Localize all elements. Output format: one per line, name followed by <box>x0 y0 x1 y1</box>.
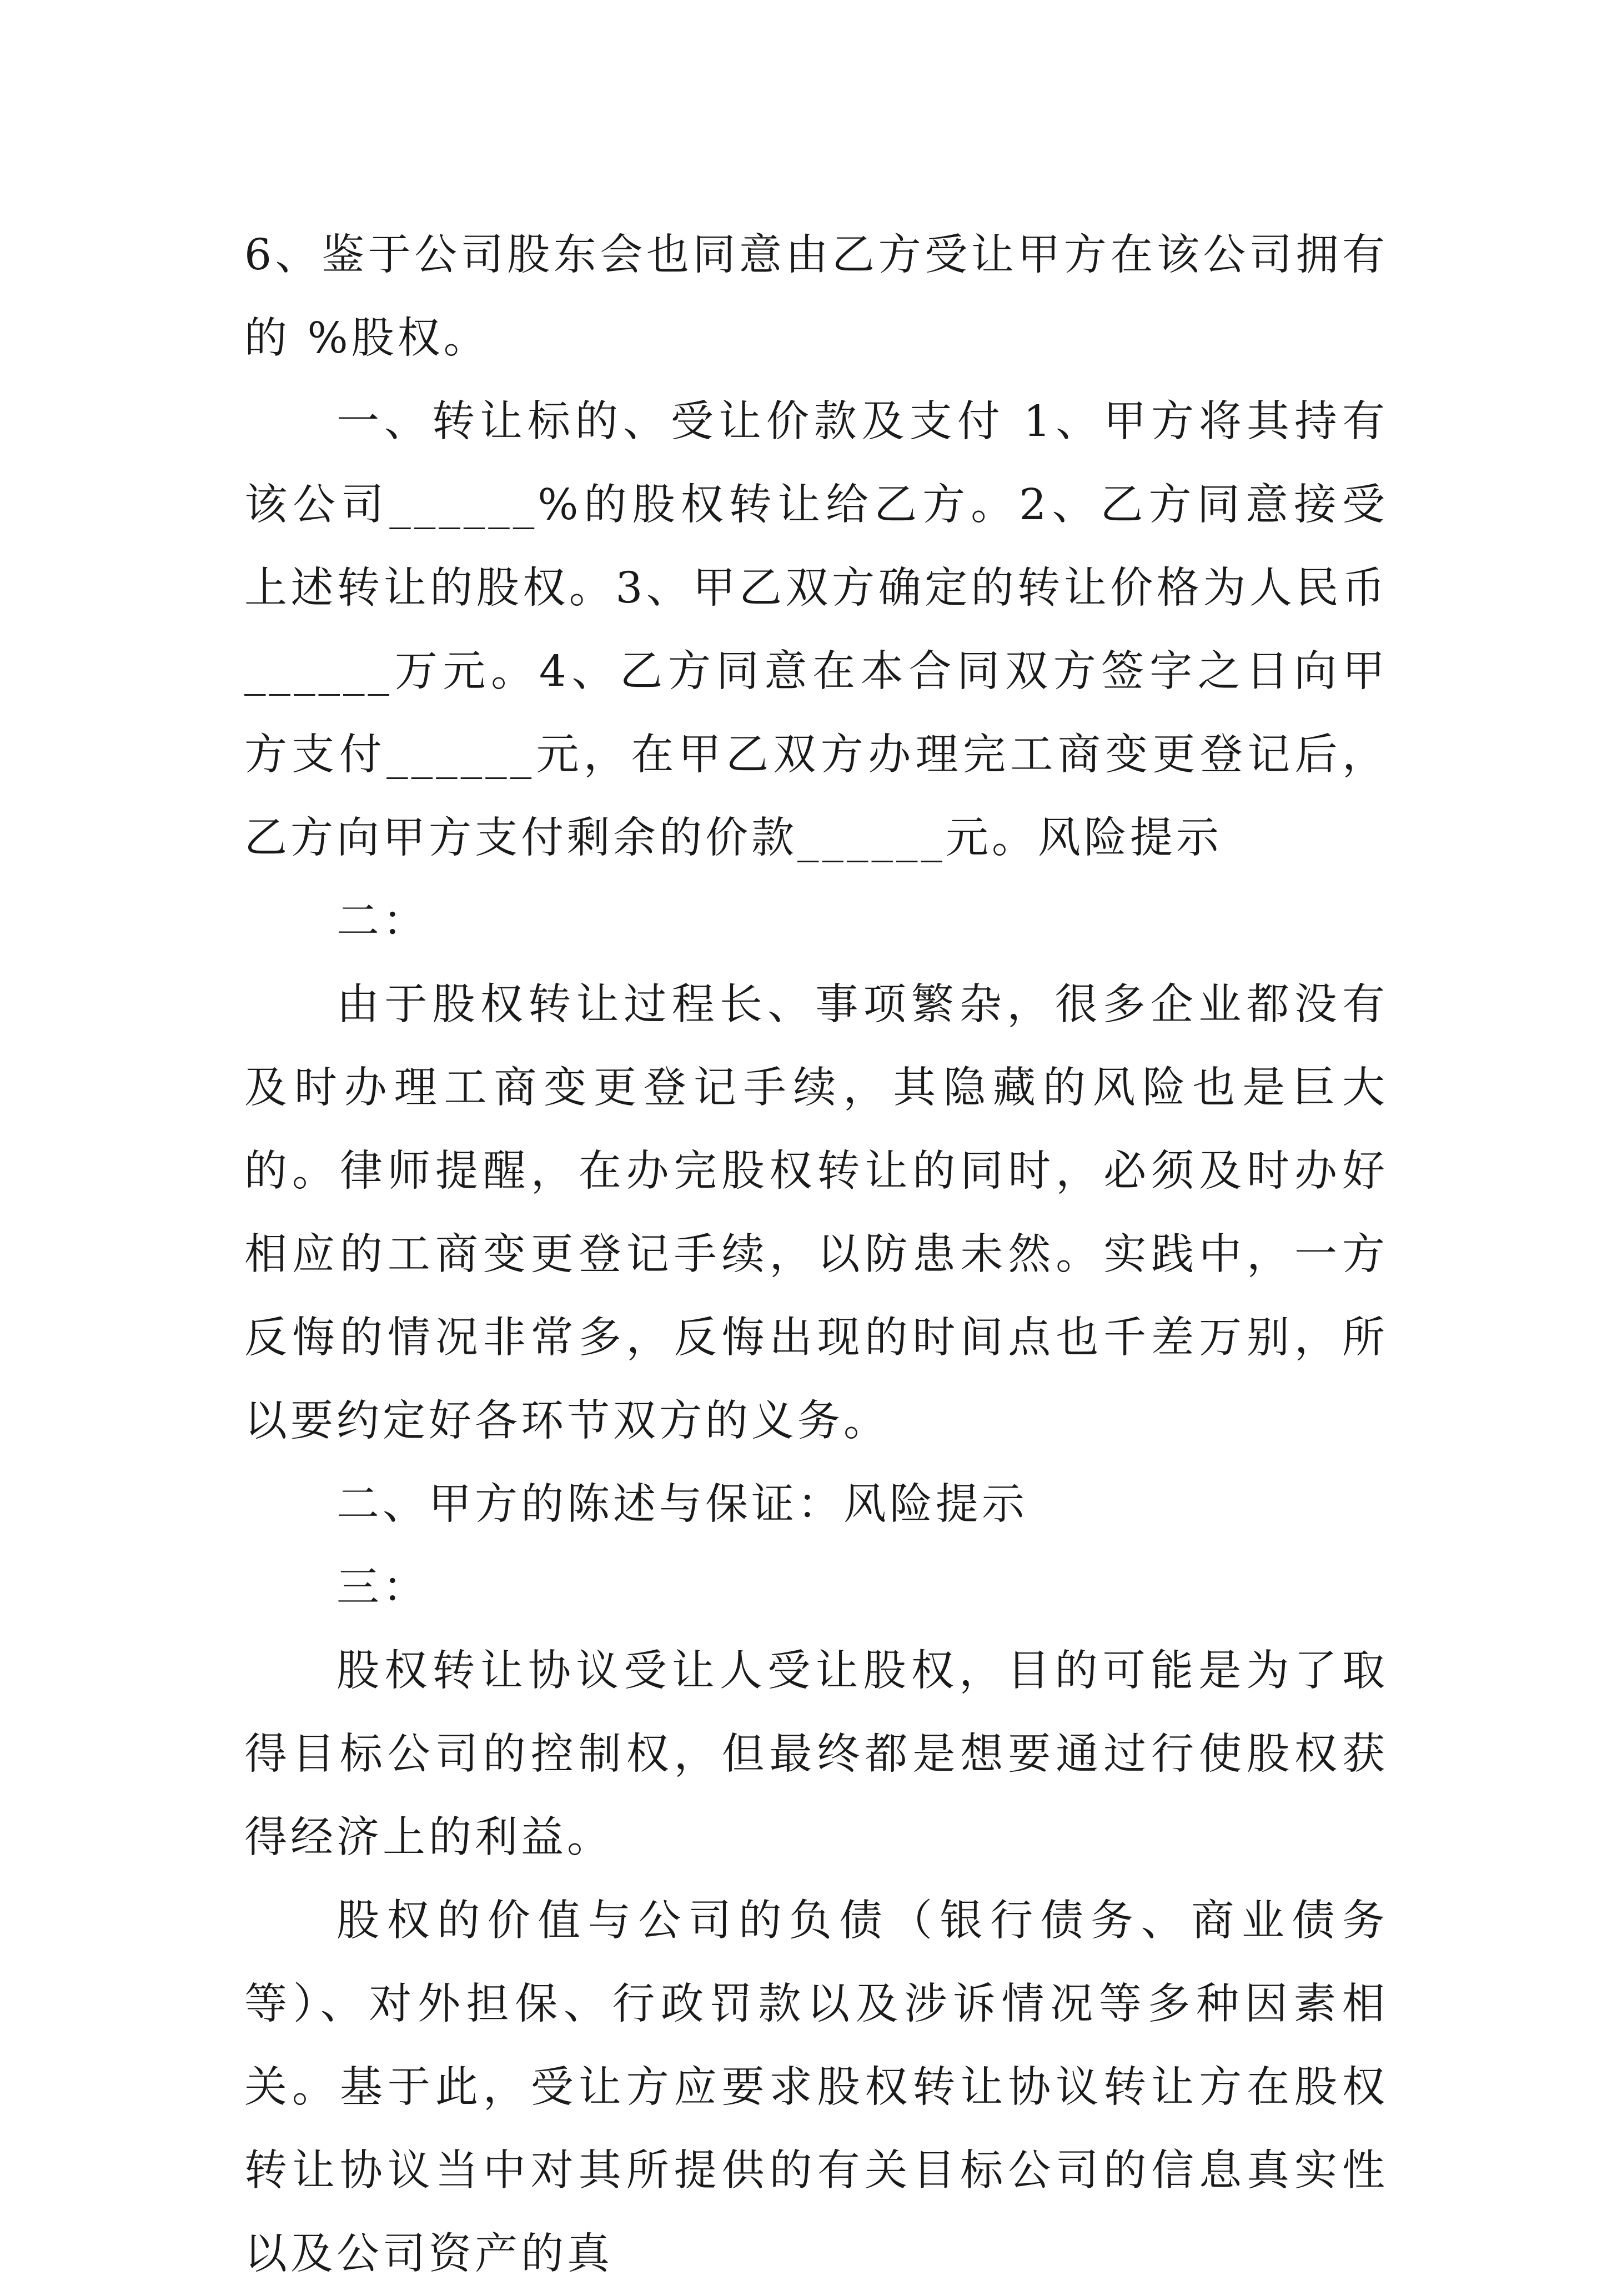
paragraph-transfer-terms: 一、转让标的、受让价款及支付 1、甲方将其持有该公司______%的股权转让给乙方。2、乙方同意接受上述转让的股权。3、甲乙双方确定的转让价格为人民币______万元。4、乙方同意在本合同双方签字之日向甲方支付______元，在甲乙双方办理完工商变更登记后，乙方向甲方支付剩余的价款______元。风险提示 <box>244 397 1388 863</box>
document-body <box>244 214 1388 2296</box>
paragraph-heading-three: 三： <box>337 1563 429 1612</box>
paragraph-party-a-warranty: 二、甲方的陈述与保证：风险提示 <box>337 1480 1028 1529</box>
paragraph-risk-registration: 由于股权转让过程长、事项繁杂，很多企业都没有及时办理工商变更登记手续，其隐藏的风险也是巨大的。律师提醒，在办完股权转让的同时，必须及时办好相应的工商变更登记手续，以防患未然。实践中，一方反悔的情况非常多，反悔出现的时间点也千差万别，所以要约定好各环节双方的义务。 <box>244 980 1388 1446</box>
paragraph-heading-two: 二： <box>337 897 429 946</box>
paragraph-purpose: 股权转让协议受让人受让股权，目的可能是为了取得目标公司的控制权，但最终都是想要通过行使股权获得经济上的利益。 <box>244 1646 1388 1862</box>
paragraph-clause-6: 6、鉴于公司股东会也同意由乙方受让甲方在该公司拥有的 %股权。 <box>244 230 1388 363</box>
paragraph-equity-value: 股权的价值与公司的负债（银行债务、商业债务等）、对外担保、行政罚款以及涉诉情况等多种因素相关。基于此，受让方应要求股权转让协议转让方在股权转让协议当中对其所提供的有关目标公司的信息真实性以及公司资产的真 <box>244 1896 1388 2279</box>
